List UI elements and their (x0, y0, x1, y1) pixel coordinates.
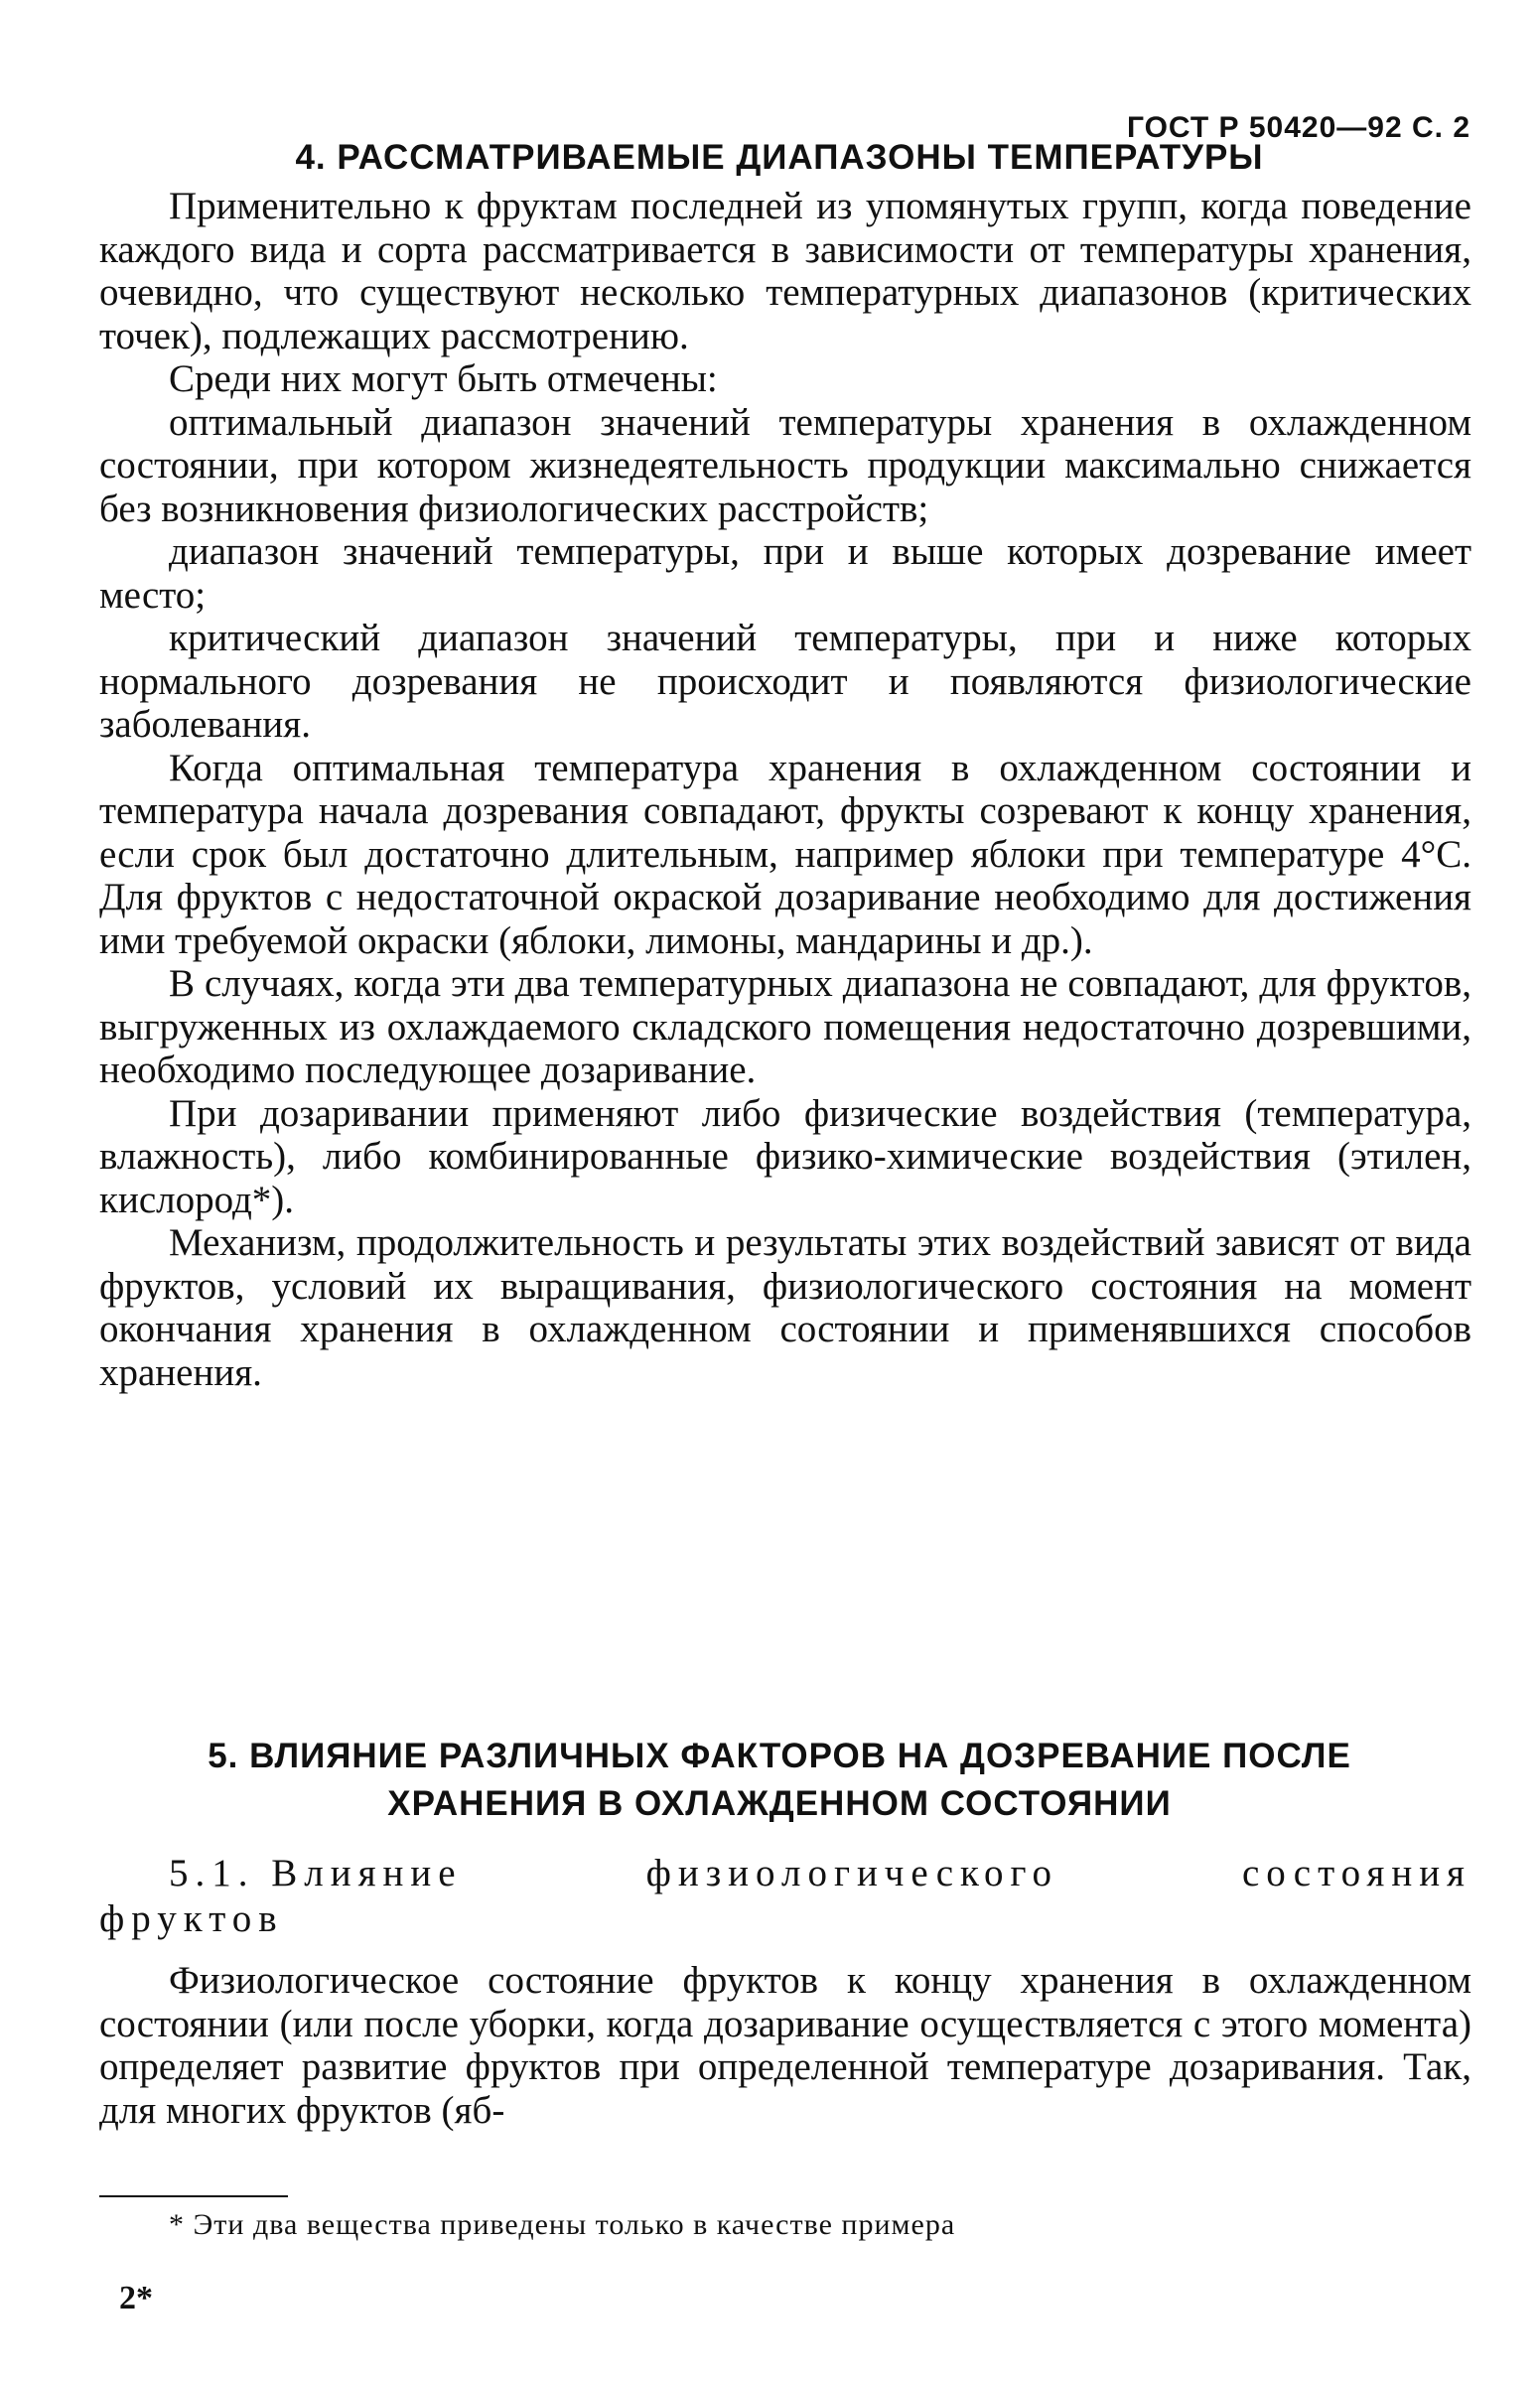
paragraph: Когда оптимальная температура хранения в охлажденном состоянии и температура начала дозревания совпадают, фрукты созревают к концу хранения, если срок был достаточно длительным, например яблоки при температуре 4°С. Для фруктов с недостаточной окраской дозаривание необходимо для достижения ими требуемой окраски (яблоки, лимоны, мандарины и др.). (99, 746, 1471, 962)
paragraph: Механизм, продолжительность и результаты этих воздействий зависят от вида фруктов, условий их выращивания, физиологического состояния на момент окончания хранения в охлажденном состоянии и применявшихся способов хранения. (99, 1221, 1471, 1394)
paragraph: диапазон значений температуры, при и выше которых дозревание имеет место; (99, 530, 1471, 617)
subsection-heading-word: 5.1. Влияние (169, 1852, 463, 1894)
section-5-body (99, 1959, 1471, 2132)
paragraph: Применительно к фруктам последней из упомянутых групп, когда поведение каждого вида и сорта рассматривается в зависимости от температуры хранения, очевидно, что существуют несколько температурных диапазонов (критических точек), подлежащих рассмотрению. (99, 185, 1471, 357)
section-5-title-line: ХРАНЕНИЯ В ОХЛАЖДЕННОМ СОСТОЯНИИ (387, 1784, 1172, 1823)
paragraph: Среди них могут быть отмечены: (169, 357, 718, 400)
paragraph: При дозаривании применяют либо физические воздействия (температура, влажность), либо комбинированные физико-химические воздействия (этилен, кислород*). (99, 1091, 1471, 1221)
subsection-heading-word: фруктов (99, 1897, 284, 1940)
page-number: 2* (119, 2280, 153, 2316)
section-4-title: 4. РАССМАТРИВАЕМЫЕ ДИАПАЗОНЫ ТЕМПЕРАТУРЫ (295, 138, 1264, 177)
paragraph: Физиологическое состояние фруктов к концу хранения в охлажденном состоянии (или после уборки, когда дозаривание осуществляется с этого момента) определяет развитие фруктов при определенной температуре дозаривания. Так, для многих фруктов (яб- (99, 1959, 1471, 2132)
paragraph: оптимальный диапазон значений температуры хранения в охлажденном состоянии, при котором жизнедеятельность продукции максимально снижается без возникновения физиологических расстройств; (99, 400, 1471, 530)
paragraph: В случаях, когда эти два температурных диапазона не совпадают, для фруктов, выгруженных из охлаждаемого складского помещения недостаточно дозревшими, необходимо последующее дозаривание. (99, 962, 1471, 1091)
subsection-5-1-heading (99, 1851, 1471, 1942)
section-5-title (99, 1733, 1460, 1828)
footnote: * Эти два вещества приведены только в качестве примера (169, 2208, 956, 2241)
footnote-divider (99, 2195, 288, 2197)
subsection-heading-word: состояния (1242, 1852, 1471, 1894)
subsection-heading-word: физиологического (645, 1852, 1059, 1894)
section-4-body (99, 185, 1471, 1394)
paragraph: критический диапазон значений температуры, при и ниже которых нормального дозревания не происходит и появляются физиологические заболевания. (99, 617, 1471, 746)
document-header: ГОСТ Р 50420—92 С. 2 (1126, 111, 1470, 144)
section-5-title-line: 5. ВЛИЯНИЕ РАЗЛИЧНЫХ ФАКТОРОВ НА ДОЗРЕВАНИЕ ПОСЛЕ (208, 1737, 1351, 1775)
